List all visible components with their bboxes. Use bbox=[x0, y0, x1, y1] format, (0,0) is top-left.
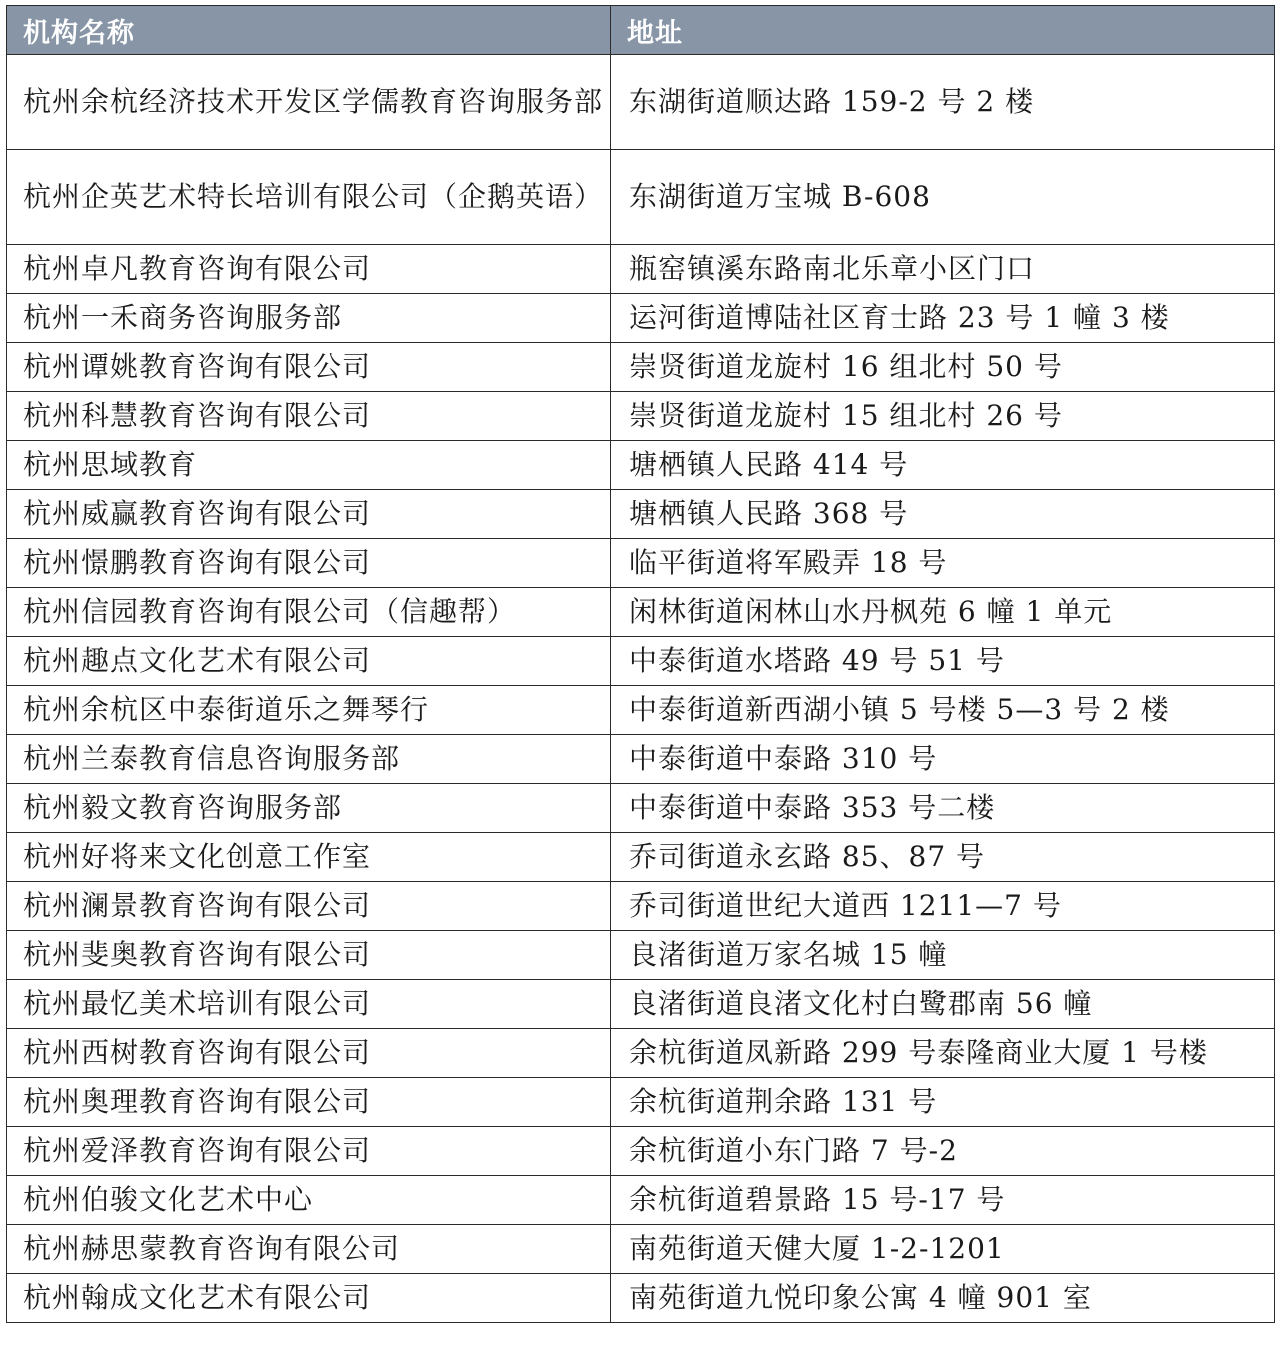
institution-name-cell: 杭州毅文教育咨询服务部 bbox=[7, 784, 611, 833]
institution-name-cell: 杭州余杭区中泰街道乐之舞琴行 bbox=[7, 686, 611, 735]
table-header-row bbox=[7, 6, 1275, 55]
institution-name-cell: 杭州憬鹏教育咨询有限公司 bbox=[7, 539, 611, 588]
address-cell: 瓶窑镇溪东路南北乐章小区门口 bbox=[611, 245, 1275, 294]
table-row bbox=[7, 539, 1275, 588]
table-row bbox=[7, 1176, 1275, 1225]
address-cell: 良渚街道万家名城 15 幢 bbox=[611, 931, 1275, 980]
address-cell: 崇贤街道龙旋村 15 组北村 26 号 bbox=[611, 392, 1275, 441]
table-row bbox=[7, 637, 1275, 686]
address-cell: 乔司街道永玄路 85、87 号 bbox=[611, 833, 1275, 882]
address-cell: 崇贤街道龙旋村 16 组北村 50 号 bbox=[611, 343, 1275, 392]
table-row bbox=[7, 1127, 1275, 1176]
address-cell: 临平街道将军殿弄 18 号 bbox=[611, 539, 1275, 588]
institution-table-container bbox=[6, 5, 1274, 1323]
address-cell: 塘栖镇人民路 414 号 bbox=[611, 441, 1275, 490]
table-row bbox=[7, 1274, 1275, 1323]
table-row bbox=[7, 294, 1275, 343]
institution-name-cell: 杭州澜景教育咨询有限公司 bbox=[7, 882, 611, 931]
institution-name-cell: 杭州斐奥教育咨询有限公司 bbox=[7, 931, 611, 980]
table-row bbox=[7, 55, 1275, 150]
header-institution-name: 机构名称 bbox=[7, 6, 611, 55]
table-row bbox=[7, 150, 1275, 245]
header-address: 地址 bbox=[611, 6, 1275, 55]
address-cell: 中泰街道中泰路 310 号 bbox=[611, 735, 1275, 784]
institution-name-cell: 杭州企英艺术特长培训有限公司（企鹅英语） bbox=[7, 150, 611, 245]
table-row bbox=[7, 931, 1275, 980]
institution-name-cell: 杭州翰成文化艺术有限公司 bbox=[7, 1274, 611, 1323]
table-row bbox=[7, 980, 1275, 1029]
address-cell: 余杭街道小东门路 7 号-2 bbox=[611, 1127, 1275, 1176]
institution-name-cell: 杭州思域教育 bbox=[7, 441, 611, 490]
institution-name-cell: 杭州赫思蒙教育咨询有限公司 bbox=[7, 1225, 611, 1274]
address-cell: 余杭街道凤新路 299 号泰隆商业大厦 1 号楼 bbox=[611, 1029, 1275, 1078]
table-row bbox=[7, 735, 1275, 784]
institution-name-cell: 杭州谭姚教育咨询有限公司 bbox=[7, 343, 611, 392]
address-cell: 中泰街道水塔路 49 号 51 号 bbox=[611, 637, 1275, 686]
table-row bbox=[7, 343, 1275, 392]
institution-name-cell: 杭州余杭经济技术开发区学儒教育咨询服务部 bbox=[7, 55, 611, 150]
institution-name-cell: 杭州兰泰教育信息咨询服务部 bbox=[7, 735, 611, 784]
institution-name-cell: 杭州趣点文化艺术有限公司 bbox=[7, 637, 611, 686]
address-cell: 塘栖镇人民路 368 号 bbox=[611, 490, 1275, 539]
table-row bbox=[7, 245, 1275, 294]
address-cell: 中泰街道新西湖小镇 5 号楼 5—3 号 2 楼 bbox=[611, 686, 1275, 735]
institution-name-cell: 杭州伯骏文化艺术中心 bbox=[7, 1176, 611, 1225]
institution-name-cell: 杭州一禾商务咨询服务部 bbox=[7, 294, 611, 343]
table-row bbox=[7, 588, 1275, 637]
address-cell: 南苑街道九悦印象公寓 4 幢 901 室 bbox=[611, 1274, 1275, 1323]
table-row bbox=[7, 490, 1275, 539]
table-row bbox=[7, 882, 1275, 931]
address-cell: 余杭街道荆余路 131 号 bbox=[611, 1078, 1275, 1127]
institution-name-cell: 杭州威赢教育咨询有限公司 bbox=[7, 490, 611, 539]
institution-name-cell: 杭州最忆美术培训有限公司 bbox=[7, 980, 611, 1029]
table-row bbox=[7, 686, 1275, 735]
table-row bbox=[7, 1029, 1275, 1078]
table-row bbox=[7, 441, 1275, 490]
institution-name-cell: 杭州卓凡教育咨询有限公司 bbox=[7, 245, 611, 294]
address-cell: 东湖街道顺达路 159-2 号 2 楼 bbox=[611, 55, 1275, 150]
address-cell: 南苑街道天健大厦 1-2-1201 bbox=[611, 1225, 1275, 1274]
institution-table bbox=[6, 5, 1275, 1323]
address-cell: 良渚街道良渚文化村白鹭郡南 56 幢 bbox=[611, 980, 1275, 1029]
table-row bbox=[7, 392, 1275, 441]
institution-name-cell: 杭州西树教育咨询有限公司 bbox=[7, 1029, 611, 1078]
table-row bbox=[7, 1078, 1275, 1127]
address-cell: 闲林街道闲林山水丹枫苑 6 幢 1 单元 bbox=[611, 588, 1275, 637]
institution-name-cell: 杭州信园教育咨询有限公司（信趣帮） bbox=[7, 588, 611, 637]
address-cell: 中泰街道中泰路 353 号二楼 bbox=[611, 784, 1275, 833]
table-row bbox=[7, 784, 1275, 833]
table-row bbox=[7, 1225, 1275, 1274]
table-row bbox=[7, 833, 1275, 882]
institution-name-cell: 杭州科慧教育咨询有限公司 bbox=[7, 392, 611, 441]
institution-name-cell: 杭州好将来文化创意工作室 bbox=[7, 833, 611, 882]
address-cell: 乔司街道世纪大道西 1211—7 号 bbox=[611, 882, 1275, 931]
address-cell: 余杭街道碧景路 15 号-17 号 bbox=[611, 1176, 1275, 1225]
institution-name-cell: 杭州奥理教育咨询有限公司 bbox=[7, 1078, 611, 1127]
address-cell: 运河街道博陆社区育士路 23 号 1 幢 3 楼 bbox=[611, 294, 1275, 343]
institution-name-cell: 杭州爱泽教育咨询有限公司 bbox=[7, 1127, 611, 1176]
address-cell: 东湖街道万宝城 B-608 bbox=[611, 150, 1275, 245]
